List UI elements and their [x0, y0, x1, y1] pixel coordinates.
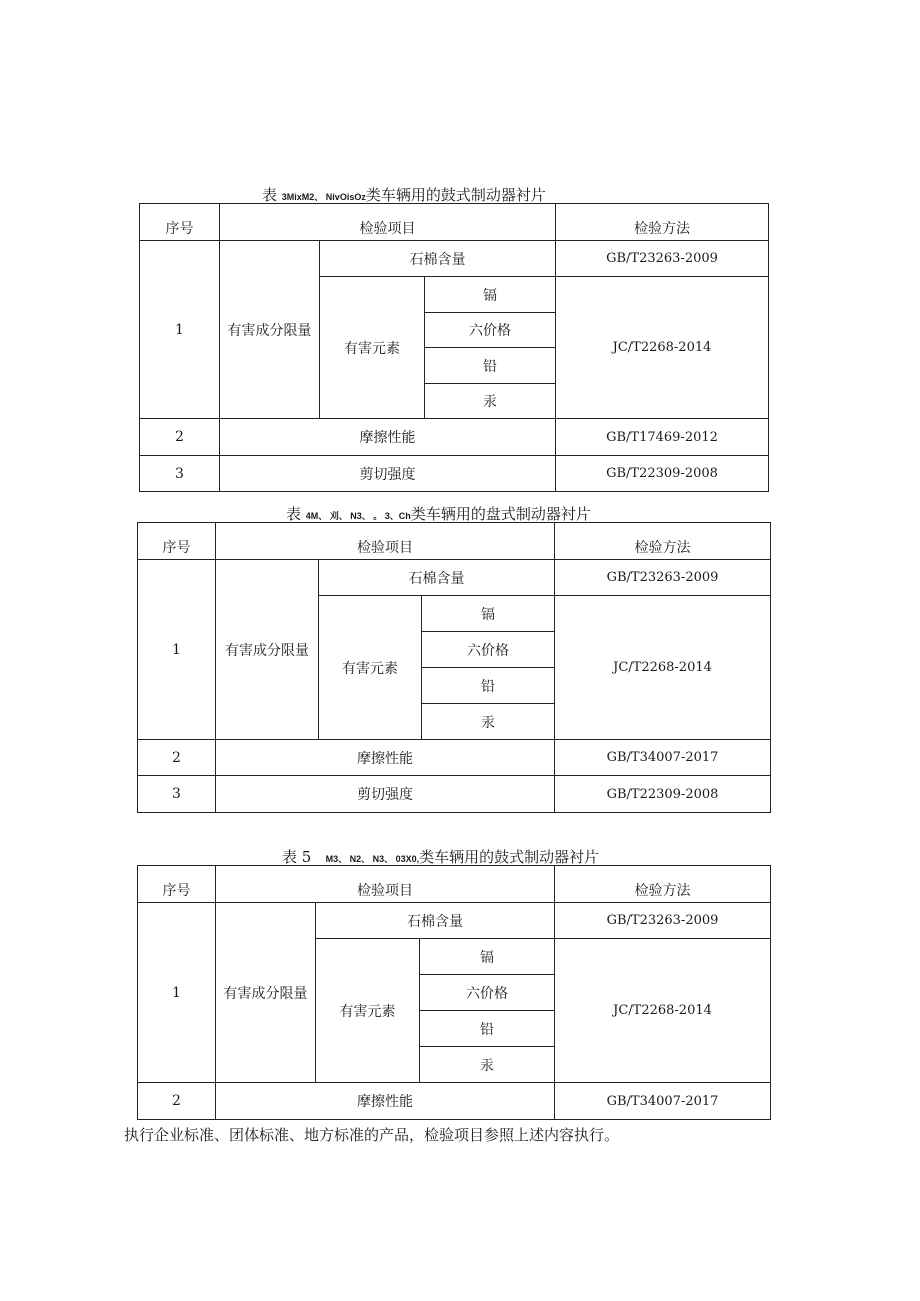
row-item: 剪切强度: [220, 456, 556, 492]
row-item: 摩擦性能: [220, 419, 556, 456]
header-method: 检验方法: [556, 204, 769, 241]
row-seq: 3: [138, 776, 216, 813]
table-1: [139, 203, 769, 492]
elements-method: JC/T2268-2014: [555, 939, 771, 1083]
caption-code: 3MixM2、 NivOisOz: [281, 192, 366, 202]
element-item: 镉: [422, 596, 555, 632]
header-item: 检验项目: [216, 866, 555, 903]
element-item: 铅: [425, 348, 556, 384]
caption-prefix: 表: [262, 186, 278, 204]
asbestos-method: GB/T23263-2009: [556, 241, 769, 277]
elements-method: JC/T2268-2014: [556, 277, 769, 419]
row-item: 摩擦性能: [216, 740, 555, 776]
element-item: 铅: [422, 668, 555, 704]
row-method: GB/T34007-2017: [555, 1083, 771, 1120]
asbestos-item: 石棉含量: [320, 241, 556, 277]
header-seq: 序号: [138, 866, 216, 903]
header-seq: 序号: [140, 204, 220, 241]
row-method: GB/T17469-2012: [556, 419, 769, 456]
caption-prefix: 表 5: [282, 848, 312, 866]
group-label: 有害成分限量: [220, 241, 320, 419]
element-item: 汞: [420, 1047, 555, 1083]
element-item: 汞: [425, 384, 556, 419]
row-seq: 1: [140, 241, 220, 419]
harmful-label: 有害元素: [320, 277, 425, 419]
row-method: GB/T22309-2008: [555, 776, 771, 813]
table-2-caption: [286, 503, 591, 524]
caption-title: 类车辆用的盘式制动器衬片: [410, 505, 591, 523]
table-3: [137, 865, 771, 1120]
element-item: 六价格: [420, 975, 555, 1011]
row-item: 剪切强度: [216, 776, 555, 813]
header-method: 检验方法: [555, 523, 771, 560]
table-1-caption: [262, 184, 546, 205]
caption-code: 4M、 刈、 N3、 。 3、Ch: [305, 511, 411, 521]
element-item: 铅: [420, 1011, 555, 1047]
elements-method: JC/T2268-2014: [555, 596, 771, 740]
asbestos-item: 石棉含量: [316, 903, 555, 939]
element-item: 六价格: [425, 313, 556, 348]
table-3-caption: [282, 846, 599, 867]
element-item: 镉: [420, 939, 555, 975]
caption-code: M3、 N2、 N3、 03X0,: [325, 854, 420, 864]
harmful-label: 有害元素: [319, 596, 422, 740]
row-seq: 1: [138, 903, 216, 1083]
header-item: 检验项目: [220, 204, 556, 241]
asbestos-item: 石棉含量: [319, 560, 555, 596]
row-method: GB/T22309-2008: [556, 456, 769, 492]
row-seq: 3: [140, 456, 220, 492]
header-seq: 序号: [138, 523, 216, 560]
row-seq: 2: [140, 419, 220, 456]
header-item: 检验项目: [216, 523, 555, 560]
harmful-label: 有害元素: [316, 939, 420, 1083]
row-method: GB/T34007-2017: [555, 740, 771, 776]
row-seq: 2: [138, 1083, 216, 1120]
element-item: 汞: [422, 704, 555, 740]
row-seq: 1: [138, 560, 216, 740]
caption-title: 类车辆用的鼓式制动器衬片: [419, 848, 600, 866]
header-method: 检验方法: [555, 866, 771, 903]
row-seq: 2: [138, 740, 216, 776]
caption-prefix: 表: [286, 505, 302, 523]
element-item: 六价格: [422, 632, 555, 668]
row-item: 摩擦性能: [216, 1083, 555, 1120]
asbestos-method: GB/T23263-2009: [555, 903, 771, 939]
footnote: 执行企业标准、团体标准、地方标准的产品，检验项目参照上述内容执行。: [124, 1126, 620, 1144]
caption-title: 类车辆用的鼓式制动器衬片: [365, 186, 546, 204]
group-label: 有害成分限量: [216, 560, 319, 740]
table-2: [137, 522, 771, 813]
group-label: 有害成分限量: [216, 903, 316, 1083]
asbestos-method: GB/T23263-2009: [555, 560, 771, 596]
element-item: 镉: [425, 277, 556, 313]
